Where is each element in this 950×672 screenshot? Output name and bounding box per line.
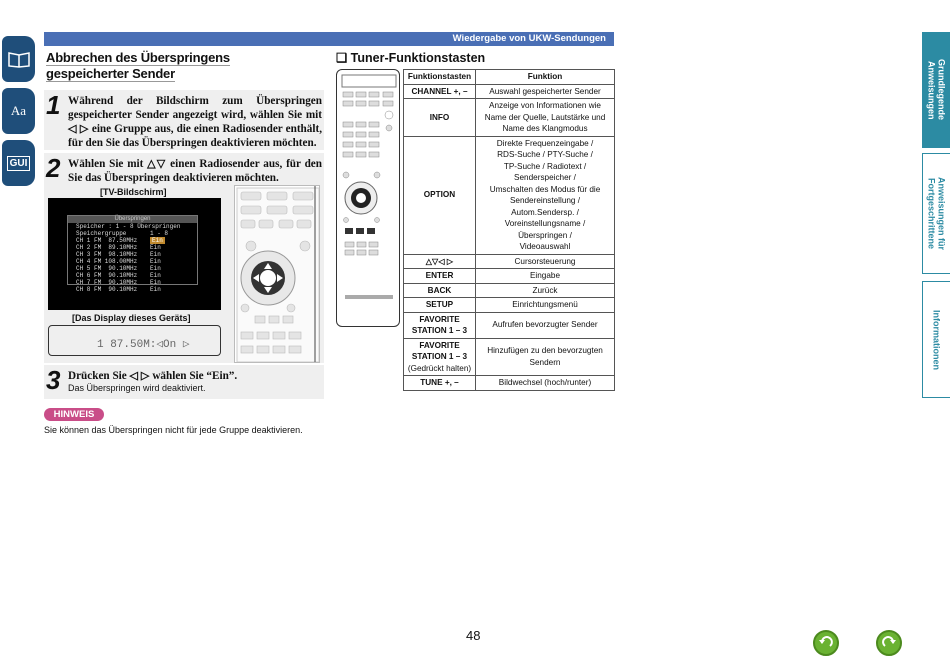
step-text: Wählen Sie mit △▽ einen Radiosender aus, für den Sie das Überspringen deaktivieren möchten. xyxy=(68,158,322,184)
tv-list-row xyxy=(76,237,168,244)
tv-row-label: Speichergruppe xyxy=(76,230,127,237)
function-key: FAVORITE STATION 1 – 3 xyxy=(411,340,468,361)
remote-control-image xyxy=(234,185,320,363)
table-row xyxy=(404,136,615,254)
tv-row-label: CH 8 FM 90.10MHz xyxy=(76,286,138,293)
function-description: Cursorsteuerung xyxy=(476,254,615,269)
tv-row-value: Ein xyxy=(150,265,161,272)
tv-row-value: Ein xyxy=(150,258,161,265)
tv-row-value: Ein xyxy=(150,279,161,286)
tv-row-label: CH 4 FM 108.00MHz xyxy=(76,258,138,265)
column-header: Funktionstasten xyxy=(404,70,476,85)
tv-list-row xyxy=(76,251,168,258)
tv-list-row xyxy=(76,272,168,279)
column-header: Funktion xyxy=(476,70,615,85)
remote-control-full-image xyxy=(336,69,400,327)
table-row xyxy=(404,283,615,298)
function-description: Hinzufügen zu den bevorzugten Sendern xyxy=(476,338,615,376)
table-row xyxy=(404,298,615,313)
step-text: Drücken Sie ◁ ▷ wählen Sie “Ein”. xyxy=(68,370,238,382)
tv-list-row xyxy=(76,223,181,230)
table-row xyxy=(404,99,615,137)
tv-row-label: CH 7 FM 90.10MHz xyxy=(76,279,138,286)
function-key: INFO xyxy=(429,112,450,122)
function-key-cell xyxy=(404,136,476,254)
tv-list-row xyxy=(76,279,168,286)
book-icon[interactable] xyxy=(2,36,35,82)
tab-fortgeschrittene[interactable]: Anweisungen für Fortgeschrittene xyxy=(922,153,950,274)
step-3 xyxy=(44,365,324,399)
forward-button[interactable] xyxy=(876,630,902,656)
tv-row-value: Ein xyxy=(150,272,161,279)
function-description: Zurück xyxy=(476,283,615,298)
table-row xyxy=(404,338,615,376)
tv-list-row xyxy=(76,265,168,272)
step-1 xyxy=(44,90,324,150)
tv-row-value: Ein xyxy=(150,251,161,258)
step-number: 2 xyxy=(46,153,61,183)
function-description: Eingabe xyxy=(476,269,615,284)
back-button[interactable] xyxy=(813,630,839,656)
step-number: 1 xyxy=(46,90,61,120)
tv-list-row xyxy=(76,286,168,293)
function-key: SETUP xyxy=(425,300,454,309)
function-description: Auswahl gespeicherter Sender xyxy=(476,84,615,99)
tv-list-row xyxy=(76,230,168,237)
function-key-cell xyxy=(404,283,476,298)
table-row xyxy=(404,84,615,99)
table-row xyxy=(404,254,615,269)
function-description: Aufrufen bevorzugter Sender xyxy=(476,312,615,338)
page-number: 48 xyxy=(466,628,481,643)
tv-title: Überspringen xyxy=(68,216,197,223)
table-row xyxy=(404,312,615,338)
tuner-function-table xyxy=(403,69,615,391)
tv-row-label: CH 1 FM 87.50MHz xyxy=(76,237,138,244)
function-key-note: (Gedrückt halten) xyxy=(407,363,472,373)
tv-row-label: CH 5 FM 90.10MHz xyxy=(76,265,138,272)
tv-row-label: Speicher : 1 - 8 Überspringen xyxy=(76,223,181,230)
function-description: Direkte Frequenzeingabe / RDS-Suche / PTY-Suche / TP-Suche / Radiotext / Senderspeicher / Umschalten des Modus für die Sendereinstellung / Autom.Sendersp. / Voreinstellungsname / Überspringen / Videoauswahl xyxy=(476,136,615,254)
function-key-cell xyxy=(404,84,476,99)
back-arrow-icon xyxy=(817,634,835,652)
function-key-cell xyxy=(404,338,476,376)
step-number: 3 xyxy=(46,365,61,395)
tv-list-row xyxy=(76,244,168,251)
text-size-icon[interactable]: Aa xyxy=(2,88,35,134)
function-key-cell xyxy=(404,298,476,313)
function-key: △▽◁ ▷ xyxy=(425,256,454,266)
function-key-cell xyxy=(404,312,476,338)
tv-list xyxy=(76,223,181,293)
tab-grundlegende-anweisungen[interactable]: Grundlegende Anweisungen xyxy=(922,32,950,148)
function-key-cell xyxy=(404,376,476,391)
tv-row-value: Ein xyxy=(152,237,163,244)
function-key: FAVORITE STATION 1 – 3 xyxy=(411,314,468,335)
tv-screen-label: [TV-Bildschirm] xyxy=(100,187,167,197)
step-subtext: Das Überspringen wird deaktiviert. xyxy=(68,383,206,393)
tab-informationen[interactable]: Informationen xyxy=(922,281,950,398)
tv-row-value: Ein xyxy=(150,244,161,251)
hint-text: Sie können das Überspringen nicht für jede Gruppe deaktivieren. xyxy=(44,425,303,435)
forward-arrow-icon xyxy=(880,634,898,652)
function-description: Anzeige von Informationen wie Name der Quelle, Lautstärke und Name des Klangmodus xyxy=(476,99,615,137)
step-text: Während der Bildschirm zum Überspringen gespeicherter Sender angezeigt wird, wählen Sie mit ◁ ▷ eine Gruppe aus, die einen Radiosender enthält, für den Sie das Überspringen deaktivieren möchten. xyxy=(68,95,322,149)
tv-row-label: CH 2 FM 89.10MHz xyxy=(76,244,138,251)
tv-row-label: CH 3 FM 98.10MHz xyxy=(76,251,138,258)
function-description: Bildwechsel (hoch/runter) xyxy=(476,376,615,391)
function-key: CHANNEL +, – xyxy=(411,86,468,96)
function-key: OPTION xyxy=(423,190,456,200)
hint-badge: HINWEIS xyxy=(44,408,104,421)
tv-row-value: 1 - 8 xyxy=(150,230,169,237)
function-key: TUNE +, – xyxy=(420,378,459,387)
function-key-cell xyxy=(404,254,476,269)
tv-row-label: CH 6 FM 90.10MHz xyxy=(76,272,138,279)
function-key: BACK xyxy=(427,285,452,295)
tv-row-value: Ein xyxy=(150,286,161,293)
function-key-cell xyxy=(404,269,476,284)
tv-list-row xyxy=(76,258,168,265)
table-row xyxy=(404,376,615,391)
function-key: ENTER xyxy=(425,271,454,280)
device-display: 1 87.50M:◁On ▷ xyxy=(48,325,221,356)
section-header: Wiedergabe von UKW-Sendungen xyxy=(44,32,614,46)
table-row xyxy=(404,269,615,284)
tuner-section-title: ❑ Tuner-Funktionstasten xyxy=(336,51,486,65)
page-title: Abbrechen des Überspringens gespeicherter Sender xyxy=(46,50,230,81)
function-key-cell xyxy=(404,99,476,137)
function-description: Einrichtungsmenü xyxy=(476,298,615,313)
display-label: [Das Display dieses Geräts] xyxy=(72,313,191,323)
tv-screen xyxy=(48,198,221,310)
gui-icon[interactable]: GUI xyxy=(2,140,35,186)
